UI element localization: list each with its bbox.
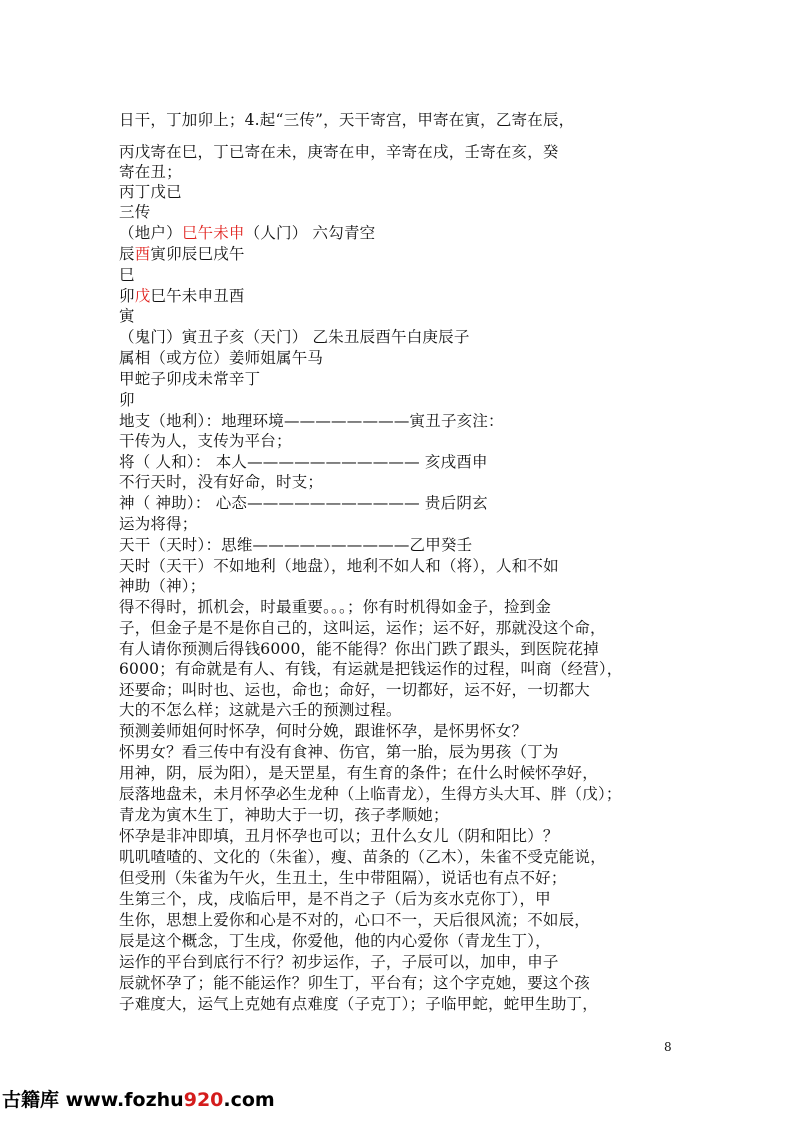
text-segment: （地户）: [119, 224, 182, 242]
text-line: 怀孕是非冲即填，丑月怀孕也可以；丑什么女儿（阴和阳比）？: [119, 827, 559, 845]
highlighted-text: 巳午未申: [181, 224, 245, 242]
text-line: 属相（或方位）姜师姐属午马: [119, 349, 324, 367]
text-line: 生你，思想上爱你和心是不对的，心口不一，天后很风流；不如辰，: [119, 911, 591, 929]
footer-watermark: [2, 1085, 275, 1112]
text-line: 将（ 人和）： 本人——————————— 亥戌酉申: [119, 453, 488, 471]
highlighted-text: 酉: [134, 245, 151, 263]
text-line: 运作的平台到底行不行？初步运作，子，子辰可以，加申，申子: [119, 953, 559, 971]
text-line: 干传为人，支传为平台；: [119, 432, 292, 450]
text-line: 丙戊寄在巳，丁已寄在未，庚寄在申，辛寄在戌，壬寄在亥，癸: [119, 143, 559, 161]
text-line: 运为将得；: [119, 515, 198, 533]
text-line: 卯: [119, 391, 135, 409]
text-line: 青龙为寅木生丁，神助大于一切，孩子孝顺她；: [119, 806, 449, 824]
text-line: 寄在丑；: [119, 163, 182, 181]
footer-suffix: .com: [223, 1089, 275, 1111]
text-line: （鬼门）寅丑子亥（天门） 乙朱丑辰酉午白庚辰子: [119, 328, 470, 346]
text-line: 天时（天干）不如地利（地盘），地利不如人和（将），人和不如: [119, 557, 559, 575]
text-line: 辰是这个概念，丁生戌，你爱他，他的内心爱你（青龙生丁），: [119, 932, 551, 950]
text-line: 6000；有命就是有人、有钱，有运就是把钱运作的过程，叫商（经营），: [119, 660, 623, 678]
text-line: 子，但金子是不是你自己的，这叫运，运作；运不好，那就没这个命，: [119, 619, 606, 637]
text-line-mixed: [119, 244, 245, 264]
text-line: 用神，阴，辰为阳），是天罡星，有生育的条件；在什么时候怀孕好，: [119, 764, 598, 782]
text-line: 甲蛇子卯戌未常辛丁: [119, 370, 261, 388]
highlighted-text: 戊: [134, 287, 151, 305]
text-line: 寅: [119, 307, 135, 325]
footer-accent: 920: [183, 1089, 224, 1111]
text-line: 神助（神）；: [119, 577, 206, 595]
text-segment: 卯: [119, 287, 135, 305]
text-line: 还要命；叫时也、运也，命也；命好，一切都好，运不好，一切都大: [119, 681, 591, 699]
text-line: 子难度大，运气上克她有点难度（子克丁）；子临甲蛇，蛇甲生助丁，: [119, 995, 598, 1013]
text-segment: 寅卯辰巳戌午: [150, 245, 245, 263]
text-line: 丙丁戊已: [119, 183, 182, 201]
text-segment: 巳午未申丑酉: [150, 287, 245, 305]
text-line: 巳: [119, 266, 135, 284]
text-line: 神（ 神助）： 心态——————————— 贵后阴玄: [119, 494, 488, 512]
text-line: 有人请你预测后得钱6000，能不能得？你出门跌了跟头，到医院花掉: [119, 640, 599, 658]
text-line: 预测姜师姐何时怀孕，何时分娩，跟谁怀孕，是怀男怀女？: [119, 722, 528, 740]
text-line: 但受刑（朱雀为午火，生丑土，生中带阻隔），说话也有点不好；: [119, 869, 567, 887]
text-line: 地支（地利）：地理环境————————寅丑子亥注：: [119, 412, 504, 430]
text-line: 大的不怎么样；这就是六壬的预测过程。: [119, 701, 402, 719]
text-line: 日干，丁加卯上；4.起“三传”，天干寄宫，甲寄在寅，乙寄在辰，: [119, 111, 575, 129]
text-line: 得不得时，抓机会，时最重要。。。；你有时机得如金子，捡到金: [119, 598, 552, 616]
text-line: 怀男女？看三传中有没有食神、伤官，第一胎，辰为男孩（丁为: [119, 743, 559, 761]
text-line: 不行天时，没有好命，时支；: [119, 473, 324, 491]
text-line: 辰落地盘未，未月怀孕必生龙种（上临青龙），生得方头大耳、胖（戊）；: [119, 785, 622, 803]
text-segment: 辰: [119, 245, 135, 263]
text-line: 辰就怀孕了；能不能运作？卯生丁，平台有；这个字克她，要这个孩: [119, 974, 591, 992]
text-segment: （人门） 六勾青空: [244, 224, 376, 242]
text-line: 叽叽喳喳的、文化的（朱雀），瘦、苗条的（乙木），朱雀不受克能说，: [119, 848, 606, 866]
text-line-mixed: [119, 223, 375, 243]
text-line-mixed: [119, 286, 245, 306]
page-number: 8: [664, 1040, 672, 1054]
text-line: 生第三个，戌，戌临后甲，是不肖之子（后为亥水克你丁），甲: [119, 890, 551, 908]
footer-prefix: 古籍库 www.fozhu: [2, 1089, 184, 1111]
text-line: 三传: [119, 203, 151, 221]
text-line: 天干（天时）：思维——————————乙甲癸壬: [119, 536, 473, 554]
